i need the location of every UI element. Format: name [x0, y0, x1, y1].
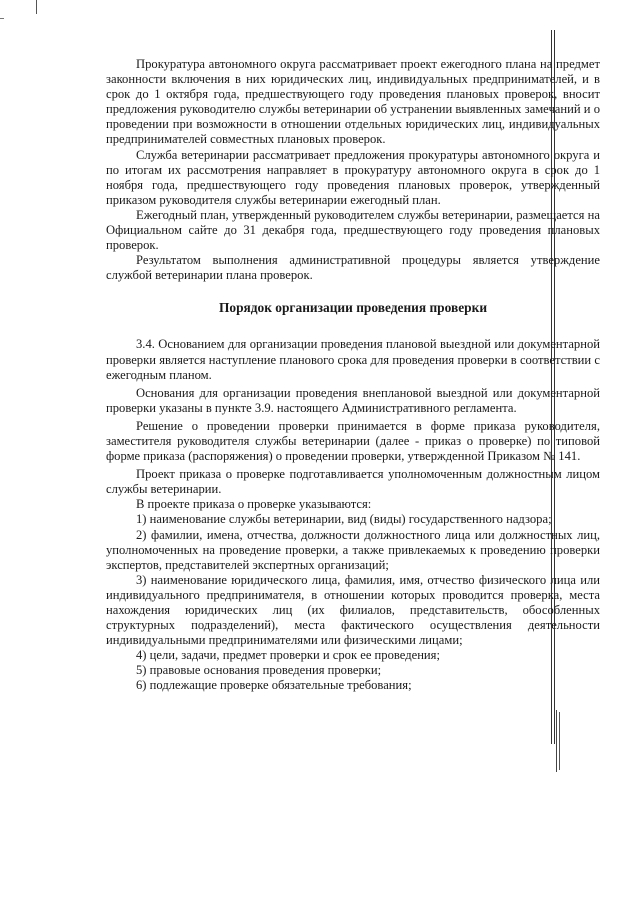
paragraph: Проект приказа о проверке подготавливается уполномоченным должностным лицом службы ветеринарии.	[106, 467, 600, 497]
paragraph: Ежегодный план, утвержденный руководителем службы ветеринарии, размещается на Официальном сайте до 31 декабря года, предшествующего году проведения плановых проверок.	[106, 207, 600, 253]
paragraph: Результатом выполнения административной процедуры является утверждение службой ветеринарии плана проверок.	[106, 253, 600, 283]
paragraph: Основания для организации проведения внеплановой выездной или документарной проверки указаны в пункте 3.9. настоящего Административного регламента.	[106, 385, 600, 415]
paragraph: Прокуратура автономного округа рассматривает проект ежегодного плана на предмет законности включения в них юридических лиц, индивидуальных предпринимателей, и в срок до 1 октября года, предшествующего году проведения плановых проверок, вносит предложения руководителю службы ветеринарии об устранении выявленных замечаний и о проведении при возможности в отношении отдельных юридических лиц, индивидуальных предпринимателей совместных плановых проверок.	[106, 57, 600, 147]
binding-line	[556, 710, 557, 772]
list-item: 6) подлежащие проверке обязательные требования;	[136, 678, 412, 693]
document-body	[106, 57, 600, 694]
paragraph: Служба ветеринарии рассматривает предложения прокуратуры автономного округа и по итогам их рассмотрения направляет в прокуратуру автономного округа в срок до 1 ноября года, предшествующего году проведения плановых проверок, утвержденный приказом руководителя службы ветеринарии ежегодный план.	[106, 147, 600, 207]
paragraph: В проекте приказа о проверке указываются:	[136, 497, 372, 512]
paragraph: 3.4. Основанием для организации проведения плановой выездной или документарной проверки является наступление планового срока для проведения проверки в соответствии с ежегодным планом.	[106, 337, 600, 382]
scan-edge-mark	[36, 0, 37, 14]
list-item: 5) правовые основания проведения проверки;	[136, 663, 382, 678]
requirements-list	[106, 512, 600, 693]
list-item: 4) цели, задачи, предмет проверки и срок ее проведения;	[136, 648, 440, 663]
list-item: 2) фамилии, имена, отчества, должности должностного лица или должностных лиц, уполномоченных на проведение проверки, а также привлекаемых к проведению проверки экспертов, представителей экспертных организаций;	[106, 527, 600, 572]
paragraph: Решение о проведении проверки принимается в форме приказа руководителя, заместителя руководителя службы ветеринарии (далее - приказ о проверке) по типовой форме приказа (распоряжения) о проведении проверки, утвержденной Приказом № 141.	[106, 418, 600, 464]
section-heading: Порядок организации проведения проверки	[218, 300, 488, 316]
binding-line	[559, 712, 560, 770]
scan-edge-dash	[0, 18, 4, 19]
list-item: 3) наименование юридического лица, фамилия, имя, отчество физического лица или индивидуального предпринимателя, в отношении которых проводится проверка, места нахождения юридических лиц (их филиалов, представительств, обособленных структурных подразделений), места фактического осуществления деятельности индивидуальными предпринимателями или физическими лицами;	[106, 572, 600, 648]
list-item: 1) наименование службы ветеринарии, вид (виды) государственного надзора;	[136, 512, 552, 527]
